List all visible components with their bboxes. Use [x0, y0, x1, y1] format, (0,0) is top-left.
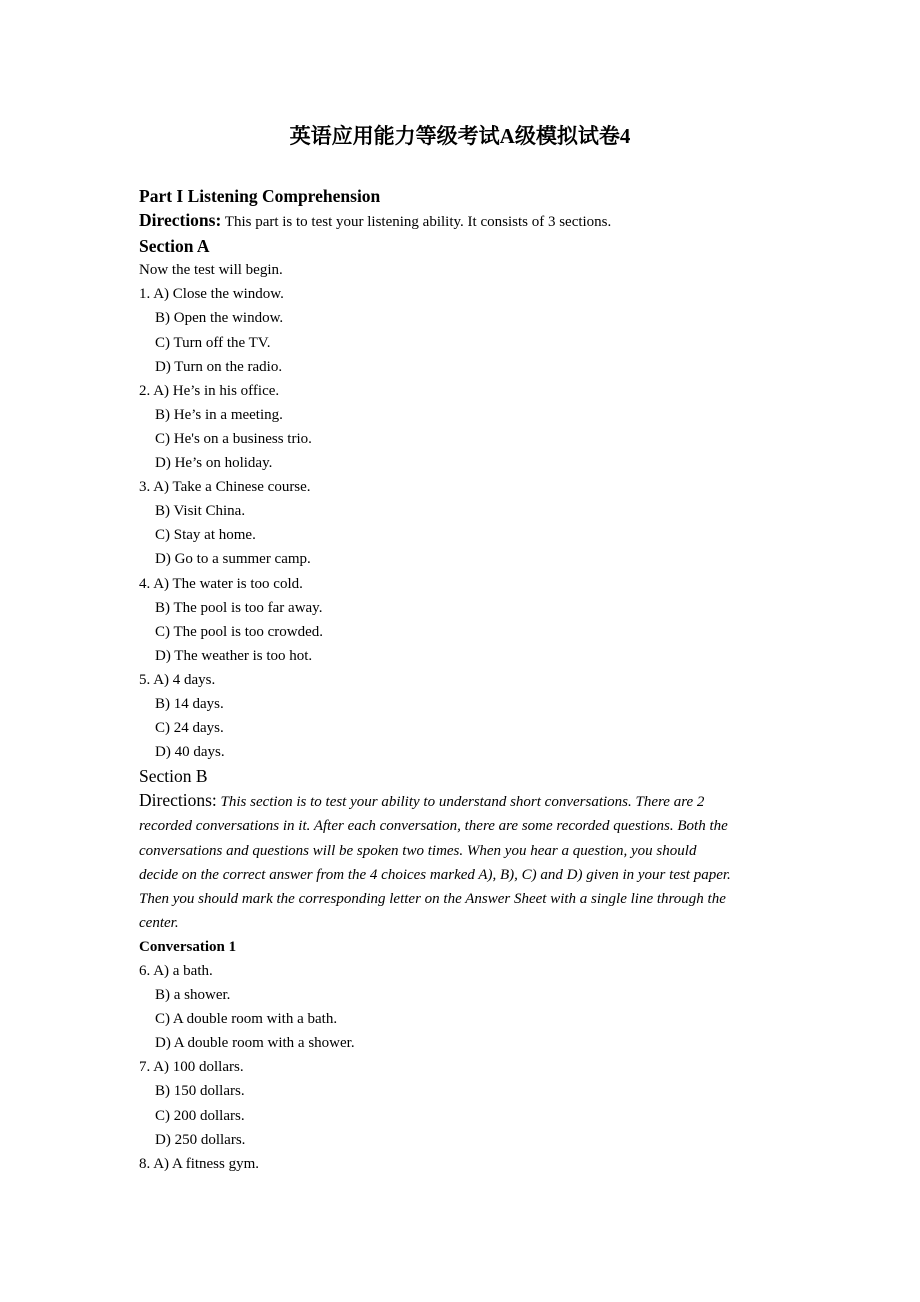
option-text: D) 40 days.	[155, 744, 225, 761]
option-text: C) Turn off the TV.	[155, 334, 271, 351]
answer-option	[139, 1128, 799, 1152]
answer-option	[139, 716, 799, 740]
question-number: 5.	[139, 671, 151, 688]
answer-option	[139, 403, 799, 427]
option-text: D) Turn on the radio.	[155, 358, 283, 375]
option-text: C) A double room with a bath.	[155, 1011, 338, 1028]
question-line	[139, 959, 799, 983]
answer-option	[139, 983, 799, 1007]
answer-option	[139, 692, 799, 716]
directions-label: Directions:	[139, 790, 217, 811]
directions-line: recorded conversations in it. After each conversation, there are some recorded questions. Both the	[139, 818, 728, 835]
answer-option	[139, 1104, 799, 1128]
option-text: B) The pool is too far away.	[155, 599, 323, 616]
option-text: A) Close the window.	[153, 286, 284, 303]
question-line	[139, 282, 799, 306]
option-text: B) 150 dollars.	[155, 1083, 245, 1100]
option-text: A) 100 dollars.	[153, 1059, 244, 1076]
option-text: B) He’s in a meeting.	[155, 406, 283, 423]
option-text: D) Go to a summer camp.	[155, 551, 311, 568]
option-text: B) Open the window.	[155, 310, 284, 327]
answer-option	[139, 1079, 799, 1103]
question-line	[139, 379, 799, 403]
section-b-heading: Section B	[139, 766, 208, 787]
option-text: A) 4 days.	[153, 671, 216, 688]
directions-line: decide on the correct answer from the 4 choices marked A), B), C) and D) given in your test paper.	[139, 866, 731, 883]
answer-option	[139, 644, 799, 668]
conversation-heading: Conversation 1	[139, 938, 237, 955]
directions-label: Directions:	[139, 210, 222, 231]
option-text: D) He’s on holiday.	[155, 455, 273, 472]
question-line	[139, 1055, 799, 1079]
answer-option	[139, 1007, 799, 1031]
option-text: C) The pool is too crowded.	[155, 623, 324, 640]
option-text: C) Stay at home.	[155, 527, 256, 544]
answer-option	[139, 355, 799, 379]
answer-option	[139, 331, 799, 355]
question-number: 1.	[139, 286, 151, 303]
option-text: A) Take a Chinese course.	[153, 479, 311, 496]
directions-text: This part is to test your listening ability. It consists of 3 sections.	[221, 214, 612, 231]
answer-option	[139, 499, 799, 523]
option-text: B) 14 days.	[155, 695, 224, 712]
section-a-heading: Section A	[139, 236, 210, 257]
question-number: 3.	[139, 479, 151, 496]
directions-line: Then you should mark the corresponding letter on the Answer Sheet with a single line through the	[139, 890, 726, 907]
question-line	[139, 668, 799, 692]
question-number: 4.	[139, 575, 151, 592]
document-title: 英语应用能力等级考试A级模拟试卷4	[289, 124, 631, 148]
option-text: D) 250 dollars.	[155, 1131, 246, 1148]
option-text: D) The weather is too hot.	[155, 647, 313, 664]
answer-option	[139, 306, 799, 330]
option-text: B) Visit China.	[155, 503, 246, 520]
section-b-questions	[139, 959, 799, 1176]
answer-option	[139, 1031, 799, 1055]
answer-option	[139, 596, 799, 620]
question-line	[139, 475, 799, 499]
answer-option	[139, 427, 799, 451]
option-text: C) 24 days.	[155, 720, 224, 737]
option-text: A) He’s in his office.	[153, 382, 280, 399]
directions-line: conversations and questions will be spoken two times. When you hear a question, you should	[139, 842, 697, 859]
answer-option	[139, 547, 799, 571]
answer-option	[139, 451, 799, 475]
directions-line: This section is to test your ability to understand short conversations. There are 2	[216, 794, 705, 811]
question-line	[139, 572, 799, 596]
part-heading: Part I Listening Comprehension	[139, 186, 381, 206]
part-directions	[139, 208, 799, 234]
option-text: D) A double room with a shower.	[155, 1035, 355, 1052]
document-body	[139, 184, 799, 1176]
option-text: C) 200 dollars.	[155, 1107, 245, 1124]
answer-option	[139, 620, 799, 644]
option-text: A) a bath.	[153, 963, 213, 979]
option-text: B) a shower.	[155, 987, 231, 1004]
question-number: 6.	[139, 963, 151, 979]
directions-line: center.	[139, 914, 179, 931]
section-b-directions	[139, 788, 799, 935]
section-a-intro: Now the test will begin.	[139, 262, 283, 279]
question-number: 7.	[139, 1059, 151, 1076]
option-text: A) The water is too cold.	[153, 575, 303, 592]
option-text: A) A fitness gym.	[153, 1155, 260, 1172]
question-number: 2.	[139, 382, 151, 399]
answer-option	[139, 523, 799, 547]
question-number: 8.	[139, 1155, 151, 1172]
section-a-questions	[139, 282, 799, 764]
question-line	[139, 1152, 799, 1176]
answer-option	[139, 740, 799, 764]
option-text: C) He's on a business trio.	[155, 430, 312, 447]
